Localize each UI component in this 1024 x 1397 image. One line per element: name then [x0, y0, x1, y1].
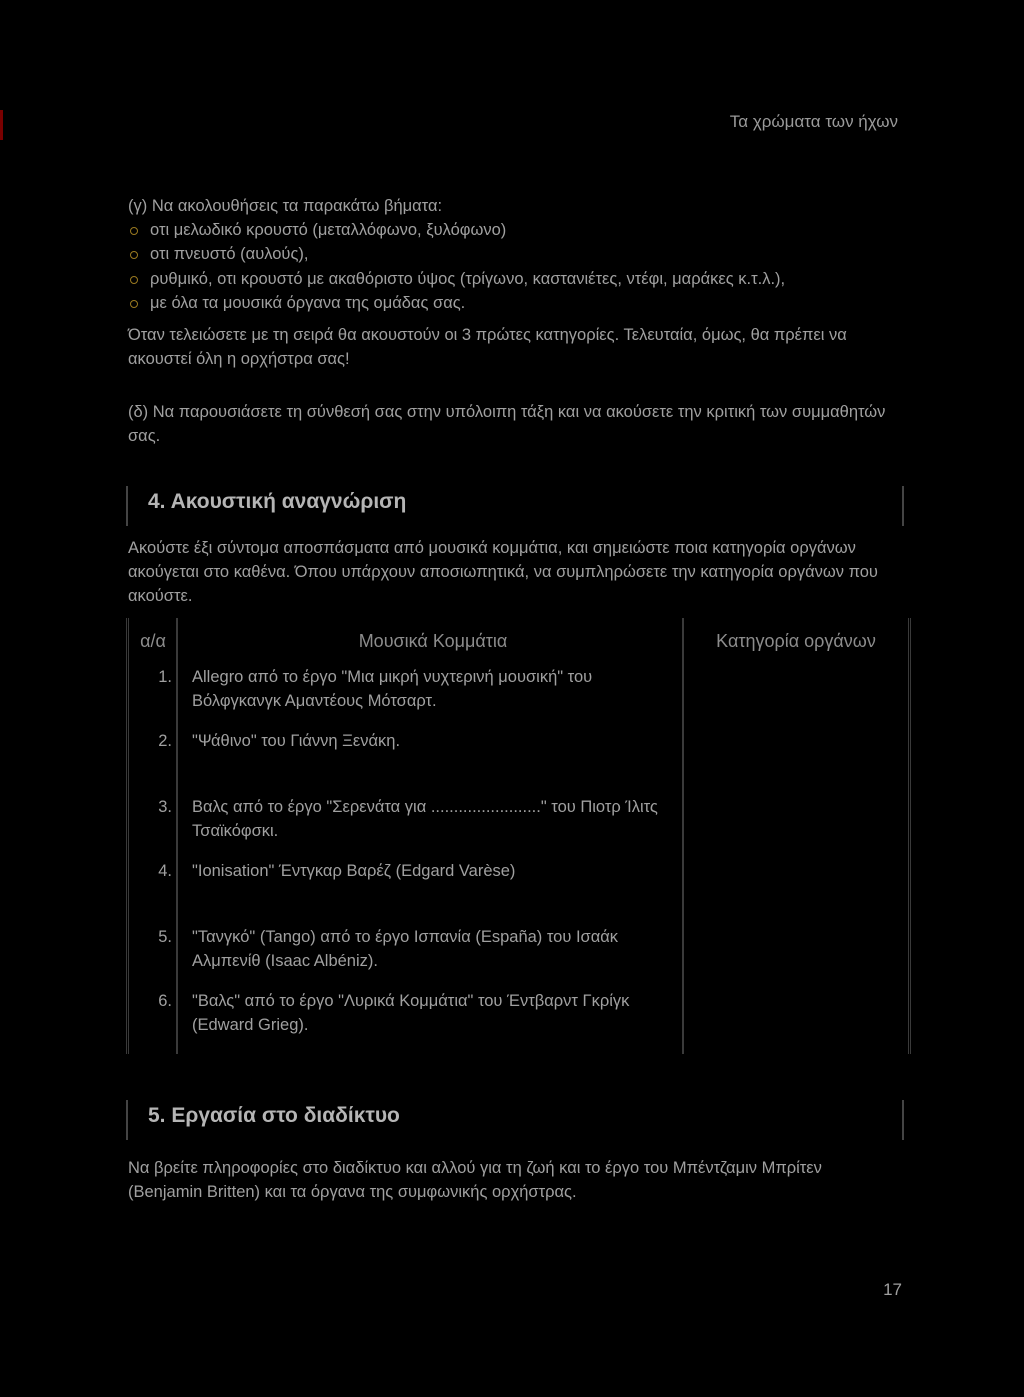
list-item: οτι πνευστό (αυλούς),	[128, 242, 900, 266]
row-category-input[interactable]	[683, 794, 910, 858]
section-4-description: Ακούστε έξι σύντομα αποσπάσματα από μουσικά κομμάτια, και σημειώστε ποια κατηγορία οργάνων ακούγεται στο καθένα. Όπου υπάρχουν αποσιωπητικά, να συμπληρώσετε την κατηγορία οργάνων που ακούστε.	[128, 539, 878, 605]
list-item: οτι μελωδικό κρουστό (μεταλλόφωνο, ξυλόφωνο)	[128, 218, 900, 242]
table-row	[128, 988, 910, 1054]
part-c-intro: (γ) Να ακολουθήσεις τα παρακάτω βήματα:	[128, 197, 443, 215]
row-number: 2.	[128, 728, 178, 794]
row-piece: "Βαλς" από το έργο "Λυρικά Κομμάτια" του Έντβαρντ Γκρίγκ (Edward Grieg).	[177, 988, 683, 1054]
table-row	[128, 924, 910, 988]
col-header-number: α/α	[128, 618, 178, 664]
part-c-bullet-list	[128, 218, 900, 315]
row-category-input[interactable]	[683, 858, 910, 924]
row-number: 6.	[128, 988, 178, 1054]
row-number: 1.	[128, 664, 178, 728]
pieces-table	[126, 618, 911, 1054]
table-header-row	[128, 618, 910, 664]
row-category-input[interactable]	[683, 728, 910, 794]
row-piece: Allegro από το έργο "Μια μικρή νυχτερινή μουσική" του Βόλφγκανγκ Αμαντέους Μότσαρτ.	[177, 664, 683, 728]
section-5-description: Να βρείτε πληροφορίες στο διαδίκτυο και αλλού για τη ζωή και το έργο του Μπέντζαμιν Μπρίτεν (Benjamin Britten) και τα όργανα της συμφωνικής ορχήστρας.	[128, 1159, 822, 1201]
table-row	[128, 794, 910, 858]
list-item: με όλα τα μουσικά όργανα της ομάδας σας.	[128, 291, 900, 315]
row-piece: "Ψάθινο" του Γιάννη Ξενάκη.	[177, 728, 683, 794]
table-row	[128, 664, 910, 728]
page-edge-mark	[0, 110, 3, 140]
part-d-text: (δ) Να παρουσιάσετε τη σύνθεσή σας στην υπόλοιπη τάξη και να ακούσετε την κριτική των συμμαθητών σας.	[128, 403, 886, 445]
section-4-heading-box	[126, 486, 904, 526]
col-header-category: Κατηγορία οργάνων	[683, 618, 910, 664]
section-4-title: 4. Ακουστική αναγνώριση	[148, 490, 407, 513]
row-piece: Βαλς από το έργο "Σερενάτα για ........................" του Πιοτρ Ίλιτς Τσαϊκόφσκι.	[177, 794, 683, 858]
table-row	[128, 858, 910, 924]
row-number: 3.	[128, 794, 178, 858]
section-5-title: 5. Εργασία στο διαδίκτυο	[148, 1104, 400, 1127]
row-category-input[interactable]	[683, 924, 910, 988]
row-number: 5.	[128, 924, 178, 988]
list-item: ρυθμικό, οτι κρουστό με ακαθόριστο ύψος (τρίγωνο, καστανιέτες, ντέφι, μαράκες κ.τ.λ.),	[128, 267, 900, 291]
row-piece: "Τανγκό" (Tango) από το έργο Ισπανία (España) του Ισαάκ Αλμπενίθ (Isaac Albéniz).	[177, 924, 683, 988]
table-row	[128, 728, 910, 794]
row-category-input[interactable]	[683, 988, 910, 1054]
row-number: 4.	[128, 858, 178, 924]
part-c-conclusion: Όταν τελειώσετε με τη σειρά θα ακουστούν οι 3 πρώτες κατηγορίες. Τελευταία, όμως, θα πρέπει να ακουστεί όλη η ορχήστρα σας!	[128, 326, 847, 368]
running-header: Τα χρώματα των ήχων	[729, 112, 898, 131]
col-header-pieces: Μουσικά Κομμάτια	[177, 618, 683, 664]
page-number: 17	[883, 1280, 902, 1299]
section-5-heading-box	[126, 1100, 904, 1140]
row-piece: "Ionisation" Έντγκαρ Βαρέζ (Edgard Varèse)	[177, 858, 683, 924]
row-category-input[interactable]	[683, 664, 910, 728]
